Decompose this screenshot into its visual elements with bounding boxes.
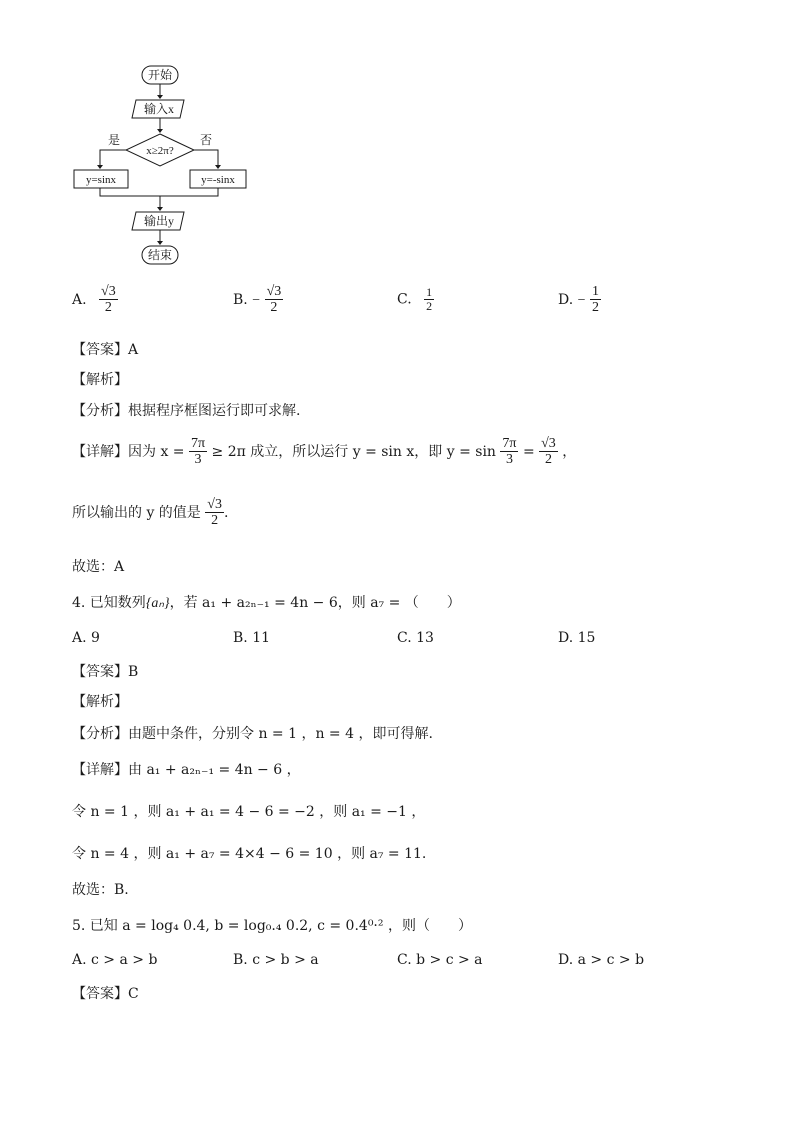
- stem-part: ，若 a₁ + a₂ₙ₋₁ = 4n − 6，则 a₇ = （ ）: [169, 595, 461, 611]
- flow-right-label: y=-sinx: [201, 174, 235, 186]
- xiangjie-part: 因为 x =: [128, 443, 185, 460]
- option-letter: C.: [397, 291, 412, 308]
- q4-line2: 令 n = 1 ，则 a₁ + a₁ = 4 − 6 = −2 ，则 a₁ = −1 ，: [72, 804, 426, 820]
- q3-answer: [72, 339, 138, 359]
- frac-den: 2: [270, 300, 278, 316]
- frac-num: 7π: [190, 436, 206, 451]
- frac-den: 2: [426, 299, 433, 314]
- answer-tag: 【答案】: [72, 342, 128, 358]
- answer-value: C: [128, 986, 139, 1002]
- q4-option-d: D. 15: [558, 630, 596, 646]
- frac-den: 3: [505, 452, 513, 468]
- answer-value: B: [128, 664, 139, 680]
- answer-tag: 【答案】: [72, 664, 128, 680]
- xiangjie-tag: 【详解】: [72, 762, 128, 778]
- flow-yes-label: 是: [107, 133, 121, 147]
- stem-part: 4. 已知数列: [72, 595, 146, 611]
- q5-stem: 5. 已知 a = log₄ 0.4, b = log₀.₄ 0.2, c = 0.4⁰·² ，则（ ）: [72, 918, 472, 934]
- flow-start-label: 开始: [147, 68, 173, 82]
- q4-select: 故选：B.: [72, 882, 129, 898]
- q4-line3: 令 n = 4 ，则 a₁ + a₇ = 4×4 − 6 = 10 ，则 a₇ = 11.: [72, 846, 427, 862]
- option-letter: D.: [558, 291, 574, 308]
- option-sign: −: [577, 292, 586, 308]
- option-fraction: [265, 284, 284, 316]
- frac-den: 2: [104, 300, 112, 316]
- q4-jiexi: 【解析】: [72, 694, 128, 710]
- q5-option-d: D. a > c > b: [558, 952, 645, 968]
- fenxi-tag: 【分析】: [72, 403, 128, 419]
- frac-num: √3: [207, 497, 222, 512]
- option-letter: A.: [72, 291, 87, 308]
- q4-answer: [72, 661, 138, 681]
- flowchart: [60, 60, 260, 270]
- answer-tag: 【答案】: [72, 986, 128, 1002]
- fenxi-tag: 【分析】: [72, 726, 128, 742]
- flow-left-label: y=sinx: [85, 174, 117, 186]
- fenxi-text: 由题中条件，分别令 n = 1 ，n = 4 ，即可得解.: [128, 726, 433, 742]
- q5-option-a: A. c > a > b: [72, 952, 158, 968]
- frac-sqrt3-2-c: [205, 497, 224, 529]
- option-fraction: [99, 284, 118, 316]
- line-text: .: [223, 504, 229, 521]
- answer-value: A: [128, 342, 139, 358]
- frac-num: √3: [266, 284, 282, 299]
- flow-end-label: 结束: [147, 248, 173, 262]
- flow-output-label: 输出y: [143, 214, 175, 228]
- frac-num: 7π: [502, 436, 517, 451]
- xiangjie-part: =: [522, 443, 535, 460]
- q4-option-b: B. 11: [233, 630, 271, 646]
- flow-no-label: 否: [199, 133, 213, 147]
- q3-option-c: [397, 286, 434, 313]
- frac-den: 2: [544, 452, 552, 468]
- xiangjie-part: ，: [562, 443, 577, 460]
- frac-den: 3: [194, 452, 202, 468]
- xiangjie-tag: 【详解】: [72, 443, 128, 460]
- q4-option-a: A. 9: [72, 630, 100, 646]
- flow-input-label: 输入x: [143, 102, 175, 116]
- fenxi-text: 根据程序框图运行即可求解.: [128, 403, 301, 419]
- q4-fenxi: [72, 723, 433, 743]
- frac-num: √3: [101, 284, 116, 299]
- q5-option-b: B. c > b > a: [233, 952, 319, 968]
- frac-num: 1: [592, 284, 599, 299]
- frac-7pi-3-b: [500, 436, 518, 468]
- frac-num: √3: [541, 436, 556, 451]
- q5-option-c: C. b > c > a: [397, 952, 483, 968]
- frac-7pi-3: [189, 436, 207, 468]
- xiangjie-part: ≥ 2π 成立，所以运行 y = sin x，即 y = sin: [211, 443, 496, 460]
- frac-den: 2: [211, 513, 219, 529]
- xiangjie-text: 由 a₁ + a₂ₙ₋₁ = 4n − 6 ，: [128, 762, 301, 778]
- q3-jiexi: 【解析】: [72, 372, 128, 388]
- q3-output-line: [72, 497, 228, 529]
- frac-den: 2: [592, 300, 599, 316]
- flow-condition-label: x≥2π?: [146, 145, 174, 157]
- q3-xiangjie: [72, 436, 576, 468]
- q3-option-b: [233, 284, 283, 316]
- option-fraction: [590, 284, 601, 316]
- q3-select: 故选：A: [72, 559, 125, 575]
- q4-stem: [72, 592, 461, 612]
- q5-answer: [72, 983, 139, 1003]
- option-letter: B.: [233, 291, 248, 308]
- line-text: 所以输出的 y 的值是: [72, 504, 201, 521]
- frac-sqrt3-2: [539, 436, 558, 468]
- q3-fenxi: [72, 400, 300, 420]
- q3-option-d: [558, 284, 601, 316]
- option-fraction: [424, 286, 434, 313]
- q4-xiangjie: [72, 759, 301, 779]
- q3-option-a: [72, 284, 118, 316]
- stem-seq: {aₙ}: [145, 596, 170, 611]
- q4-option-c: C. 13: [397, 630, 434, 646]
- option-sign: −: [252, 292, 261, 308]
- frac-num: 1: [426, 285, 433, 299]
